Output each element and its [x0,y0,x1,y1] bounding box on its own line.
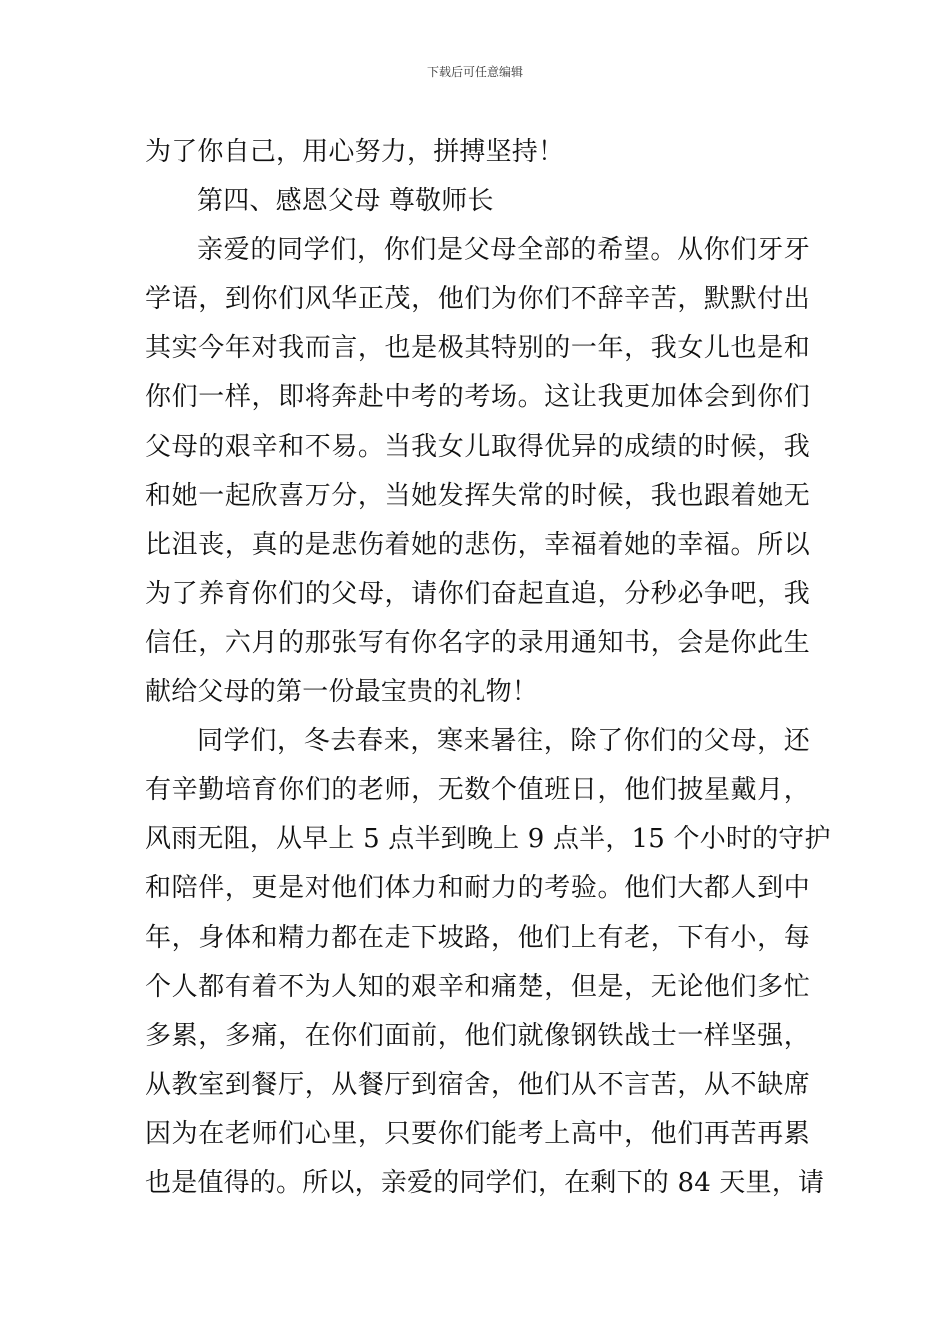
text-line: 从教室到餐厅，从餐厅到宿舍，他们从不言苦，从不缺席 [145,1069,810,1100]
text-line: 多累，多痛，在你们面前，他们就像钢铁战士一样坚强， [145,1020,810,1051]
text-line: 为了养育你们的父母，请你们奋起直追，分秒必争吧，我 [145,578,810,609]
text-line: 其实今年对我而言，也是极其特别的一年，我女儿也是和 [145,333,810,364]
text-line: 同学们，冬去春来，寒来暑往，除了你们的父母，还 [197,726,810,757]
section-heading: 第四、感恩父母 尊敬师长 [197,186,494,217]
text-line: 信任，六月的那张写有你名字的录用通知书，会是你此生 [145,627,810,658]
text-line: 献给父母的第一份最宝贵的礼物！ [145,677,539,708]
text-line: 有辛勤培育你们的老师，无数个值班日，他们披星戴月， [145,775,810,806]
text-line: 因为在老师们心里，只要你们能考上高中，他们再苦再累 [145,1118,810,1149]
text-line: 你们一样，即将奔赴中考的考场。这让我更加体会到你们 [145,382,810,413]
text-line: 年，身体和精力都在走下坡路，他们上有老，下有小，每 [145,922,810,953]
text-line: 也是值得的。所以，亲爱的同学们，在剩下的 84 天里，请 [145,1167,825,1198]
text-line: 学语，到你们风华正茂，他们为你们不辞辛苦，默默付出 [145,284,810,315]
text-line: 个人都有着不为人知的艰辛和痛楚，但是，无论他们多忙 [145,971,810,1002]
document-body [145,128,831,1208]
text-line: 和陪伴，更是对他们体力和耐力的考验。他们大都人到中 [145,873,810,904]
text-line: 风雨无阻，从早上 5 点半到晚上 9 点半，15 个小时的守护 [145,824,831,855]
text-line: 亲爱的同学们，你们是父母全部的希望。从你们牙牙 [197,235,810,266]
text-line: 和她一起欣喜万分，当她发挥失常的时候，我也跟着她无 [145,480,810,511]
page-header: 下载后可任意编辑 [426,65,523,79]
text-line: 为了你自己，用心努力，拼搏坚持！ [145,137,565,167]
text-line: 父母的艰辛和不易。当我女儿取得优异的成绩的时候，我 [145,431,810,462]
text-line: 比沮丧，真的是悲伤着她的悲伤，幸福着她的幸福。所以 [145,529,810,560]
